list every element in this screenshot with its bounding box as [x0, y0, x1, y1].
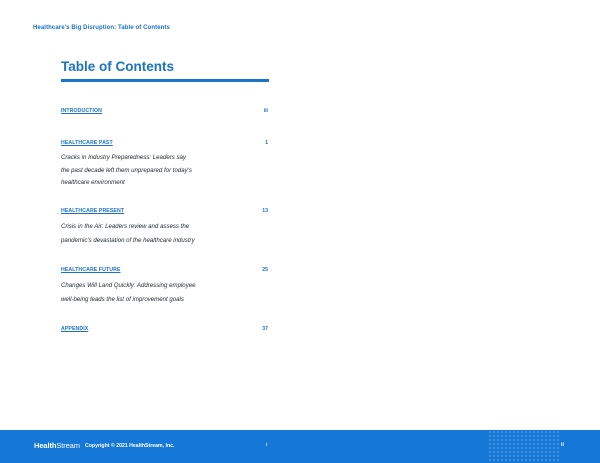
toc-link-introduction[interactable]: INTRODUCTION [61, 108, 102, 114]
footer-copyright: Copyright © 2021 HealthStream, Inc. [85, 442, 175, 449]
toc-description-healthcare-past [61, 152, 226, 190]
toc-description-line: Changes Will Land Quickly: Addressing employee [61, 282, 196, 289]
toc-description-line: pandemic's devastation of the healthcare industry [61, 237, 195, 244]
healthstream-logo [34, 441, 80, 450]
toc-description-line: well-being leads the list of improvement goals [61, 296, 184, 303]
toc-description-line: Cracks in Industry Preparedness: Leaders say [61, 154, 186, 161]
toc-page-healthcare-future: 25 [262, 267, 268, 273]
logo-text-regular: Stream [56, 441, 80, 450]
footer-page-number: i [266, 442, 268, 448]
toc-page-introduction: iii [263, 108, 268, 114]
toc-page-healthcare-past: 1 [265, 140, 268, 146]
toc-description-line: Crisis in the Air: Leaders review and assess the [61, 223, 190, 230]
running-header-title: Healthcare's Big Disruption: Table of Contents [33, 25, 170, 31]
toc-page-healthcare-present: 13 [262, 208, 268, 214]
toc-description-line: healthcare environment [61, 179, 125, 186]
toc-page-appendix: 37 [262, 326, 268, 332]
toc-link-healthcare-past[interactable]: HEALTHCARE PAST [61, 140, 113, 146]
toc-link-healthcare-present[interactable]: HEALTHCARE PRESENT [61, 208, 125, 214]
page-footer [0, 430, 600, 463]
toc-description-healthcare-future [61, 279, 226, 307]
toc-heading: Table of Contents [61, 59, 174, 74]
footer-dot-pattern [488, 430, 560, 463]
toc-description-line: the past decade left them unprepared for today's [61, 166, 192, 174]
footer-page-number-right: ii [561, 442, 564, 448]
toc-description-healthcare-present [61, 220, 226, 248]
toc-link-appendix[interactable]: APPENDIX [61, 326, 89, 332]
toc-heading-rule [61, 79, 269, 82]
logo-text-bold: Health [34, 441, 57, 450]
toc-link-healthcare-future[interactable]: HEALTHCARE FUTURE [61, 267, 121, 273]
